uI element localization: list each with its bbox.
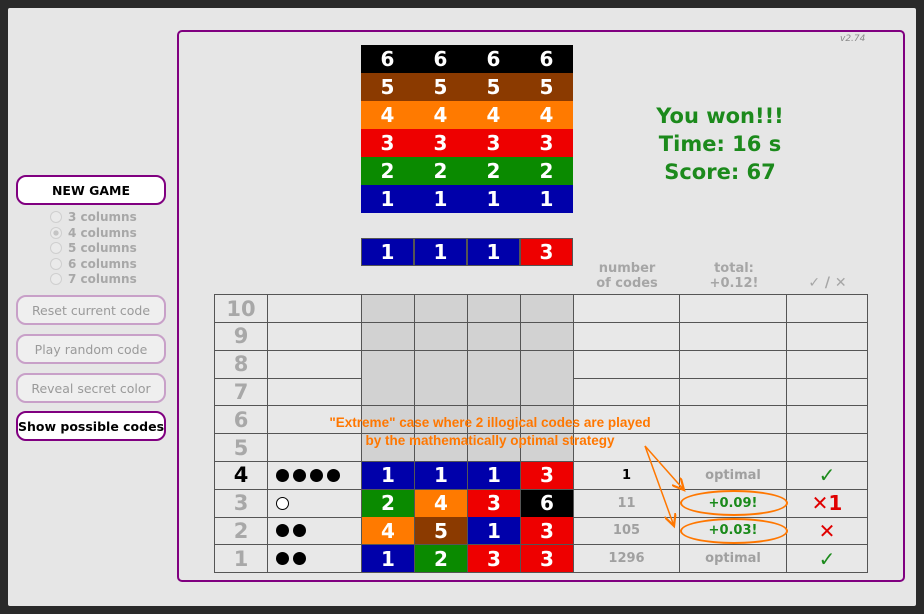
feedback-pegs [268,378,362,406]
code-peg: 4 [362,517,414,544]
peg-slot[interactable] [362,490,415,518]
secret-peg: 1 [467,238,520,266]
palette-color-3[interactable]: 3 [467,129,520,157]
peg-slot[interactable] [521,545,574,573]
radio-dot[interactable] [50,258,62,270]
palette-color-4[interactable]: 4 [467,101,520,129]
feedback-pegs [268,490,362,518]
code-peg: 3 [521,545,573,572]
highlight-oval [680,518,788,544]
attempt-number: 10 [215,295,268,323]
attempt-number: 1 [215,545,268,573]
version-label: v2.74 [840,34,866,44]
palette-color-6[interactable]: 6 [467,45,520,73]
move-evaluation: +0.03! [680,517,787,545]
total-header [681,261,787,291]
code-count [574,323,680,351]
peg-slot[interactable] [521,462,574,490]
feedback-pegs [268,517,362,545]
peg-slot[interactable] [468,323,521,351]
attempt-number: 7 [215,378,268,406]
peg-slot[interactable] [415,323,468,351]
code-peg: 2 [415,545,467,572]
attempt-row [215,462,867,490]
black-feedback-peg [310,469,323,482]
radio-6-columns[interactable] [50,256,137,271]
peg-slot[interactable] [362,545,415,573]
cross-icon: ✕1 [787,490,867,518]
peg-slot[interactable] [415,545,468,573]
palette-color-2[interactable]: 2 [414,157,467,185]
mark-cell [787,434,867,462]
attempt-row [215,351,867,379]
code-count [574,351,680,379]
check-icon: ✓ [787,545,867,573]
peg-slot[interactable] [468,295,521,323]
code-count [574,378,680,406]
peg-slot[interactable] [415,517,468,545]
secret-peg: 1 [361,238,414,266]
peg-slot[interactable] [468,545,521,573]
code-peg: 1 [468,462,520,489]
total-header-line2: +0.12! [709,276,759,291]
attempt-number: 4 [215,462,268,490]
palette-color-2[interactable]: 2 [361,157,414,185]
peg-slot[interactable] [468,517,521,545]
palette-color-6[interactable]: 6 [520,45,573,73]
radio-label: 6 columns [68,256,137,271]
new-game-button[interactable]: NEW GAME [16,175,166,205]
mark-cell [787,378,867,406]
total-header-line1: total: [714,261,754,276]
black-feedback-peg [276,552,289,565]
code-peg: 4 [415,490,467,517]
mark-cell [787,351,867,379]
peg-slot[interactable] [521,295,574,323]
palette-color-1[interactable]: 1 [414,185,467,213]
attempt-number: 5 [215,434,268,462]
feedback-pegs [268,462,362,490]
code-count: 105 [574,517,680,545]
code-peg: 6 [521,490,573,517]
annotation-text [280,414,700,450]
score-display: Score: 67 [664,160,776,184]
radio-dot[interactable] [50,211,62,223]
annotation-line1: "Extreme" case where 2 illogical codes are played [329,415,651,430]
peg-slot[interactable] [521,351,574,379]
move-evaluation: +0.09! [680,490,787,518]
palette-color-4[interactable]: 4 [361,101,414,129]
palette-color-3[interactable]: 3 [361,129,414,157]
peg-slot[interactable] [468,462,521,490]
attempt-row [215,378,867,406]
peg-slot[interactable] [362,295,415,323]
palette-color-1[interactable]: 1 [520,185,573,213]
palette-color-1[interactable]: 1 [467,185,520,213]
peg-slot[interactable] [521,517,574,545]
peg-slot[interactable] [468,378,521,406]
count-header-line2: of codes [596,276,658,291]
check-header: ✓ / ✕ [808,275,847,291]
radio-label: 5 columns [68,240,137,255]
move-evaluation [680,323,787,351]
attempt-number: 9 [215,323,268,351]
peg-slot[interactable] [521,490,574,518]
mark-cell [787,406,867,434]
peg-slot[interactable] [362,517,415,545]
attempt-row [215,295,867,323]
move-evaluation [680,378,787,406]
time-display: Time: 16 s [658,132,782,156]
secret-peg: 3 [520,238,573,266]
reveal-color-button[interactable]: Reveal secret color [16,373,166,403]
white-feedback-peg [276,497,289,510]
code-count: 11 [574,490,680,518]
palette-color-5[interactable]: 5 [520,73,573,101]
palette-color-4[interactable]: 4 [520,101,573,129]
code-count: 1296 [574,545,680,573]
code-peg: 3 [521,517,573,544]
black-feedback-peg [276,524,289,537]
radio-dot[interactable] [50,242,62,254]
black-feedback-peg [327,469,340,482]
mark-cell [787,295,867,323]
move-evaluation [680,351,787,379]
peg-slot[interactable] [362,462,415,490]
peg-slot[interactable] [468,351,521,379]
palette-color-1[interactable]: 1 [361,185,414,213]
peg-slot[interactable] [415,490,468,518]
radio-label: 3 columns [68,209,137,224]
attempt-number: 2 [215,517,268,545]
palette-color-4[interactable]: 4 [414,101,467,129]
palette-color-5[interactable]: 5 [414,73,467,101]
black-feedback-peg [293,524,306,537]
code-peg: 1 [362,545,414,572]
move-evaluation: optimal [680,545,787,573]
black-feedback-peg [276,469,289,482]
peg-slot[interactable] [415,462,468,490]
feedback-pegs [268,323,362,351]
radio-dot[interactable] [50,227,62,239]
feedback-pegs [268,351,362,379]
radio-7-columns[interactable] [50,271,137,286]
cross-icon: ✕ [787,517,867,545]
code-count: 1 [574,462,680,490]
radio-4-columns[interactable] [50,225,137,240]
annotation-line2: by the mathematically optimal strategy [365,433,615,448]
attempt-row [215,323,867,351]
win-message: You won!!! [656,104,784,128]
attempt-number: 6 [215,406,268,434]
palette-color-5[interactable]: 5 [361,73,414,101]
peg-slot[interactable] [468,490,521,518]
feedback-pegs [268,295,362,323]
move-evaluation: optimal [680,462,787,490]
attempt-number: 3 [215,490,268,518]
peg-slot[interactable] [415,351,468,379]
radio-3-columns[interactable] [50,209,137,224]
radio-label: 4 columns [68,225,137,240]
peg-slot[interactable] [362,351,415,379]
black-feedback-peg [293,469,306,482]
palette-color-6[interactable]: 6 [361,45,414,73]
palette-color-6[interactable]: 6 [414,45,467,73]
palette-color-2[interactable]: 2 [520,157,573,185]
move-evaluation [680,295,787,323]
peg-slot[interactable] [362,323,415,351]
palette-color-2[interactable]: 2 [467,157,520,185]
code-peg: 3 [468,490,520,517]
code-peg: 2 [362,490,414,517]
code-peg: 1 [468,517,520,544]
black-feedback-peg [293,552,306,565]
code-peg: 1 [362,462,414,489]
code-peg: 3 [468,545,520,572]
feedback-pegs [268,545,362,573]
secret-peg: 1 [414,238,467,266]
peg-slot[interactable] [362,378,415,406]
play-random-button[interactable]: Play random code [16,334,166,364]
count-header-line1: number [598,261,656,276]
count-header [575,261,679,291]
radio-5-columns[interactable] [50,240,137,255]
code-count [574,295,680,323]
check-icon: ✓ [787,462,867,490]
highlight-oval [680,490,788,516]
palette-color-5[interactable]: 5 [467,73,520,101]
code-peg: 5 [415,517,467,544]
radio-dot[interactable] [50,273,62,285]
palette-color-3[interactable]: 3 [414,129,467,157]
peg-slot[interactable] [415,378,468,406]
attempt-number: 8 [215,351,268,379]
peg-slot[interactable] [415,295,468,323]
peg-slot[interactable] [521,378,574,406]
palette-color-3[interactable]: 3 [520,129,573,157]
mark-cell [787,323,867,351]
code-peg: 3 [521,462,573,489]
radio-label: 7 columns [68,271,137,286]
reset-code-button[interactable]: Reset current code [16,295,166,325]
game-status [620,102,820,186]
show-possible-codes-button[interactable]: Show possible codes [16,411,166,441]
attempt-row [215,545,867,573]
peg-slot[interactable] [521,323,574,351]
code-peg: 1 [415,462,467,489]
